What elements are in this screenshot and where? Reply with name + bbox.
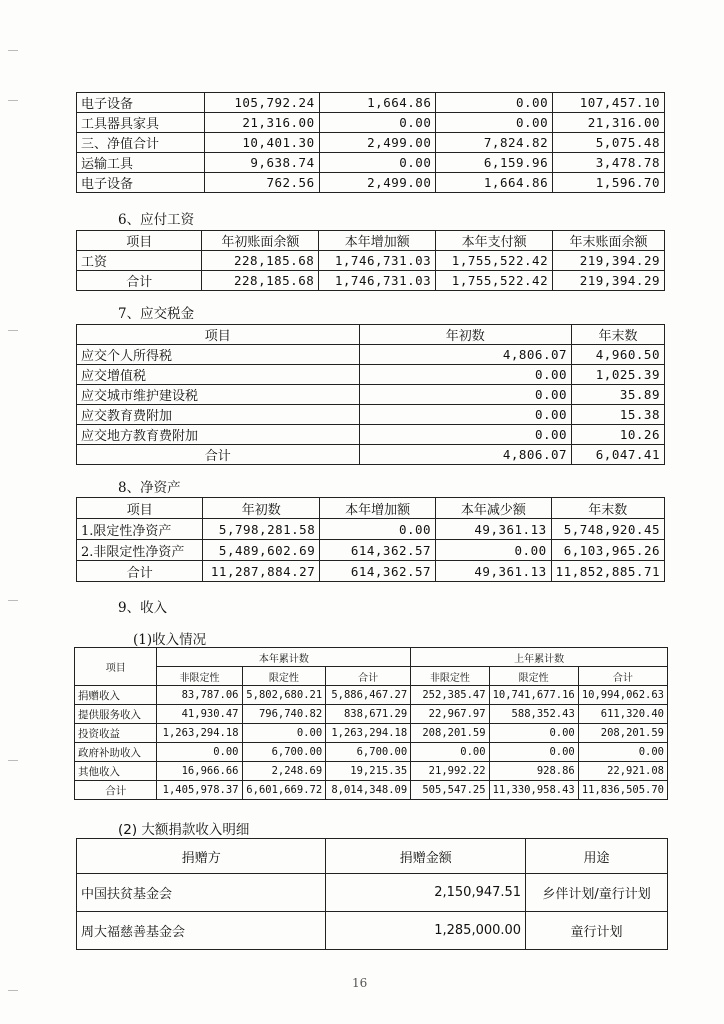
table-row (77, 365, 665, 385)
cell: 588,352.43 (489, 705, 578, 724)
table-row (77, 133, 665, 153)
cell: 3,478.78 (553, 153, 665, 173)
cell: 2,248.69 (242, 762, 326, 781)
table-row (77, 93, 665, 113)
income-table (74, 647, 668, 800)
row-label: 提供服务收入 (75, 705, 157, 724)
cell: 4,960.50 (572, 345, 665, 365)
cell: 1,596.70 (553, 173, 665, 193)
column-header: 用途 (526, 839, 668, 874)
cell: 5,075.48 (553, 133, 665, 153)
table-row (77, 405, 665, 425)
column-header: 年末数 (572, 325, 665, 345)
cell: 1,263,294.18 (157, 724, 242, 743)
row-label: 应交地方教育费附加 (77, 425, 360, 445)
cell: 219,394.29 (553, 251, 665, 271)
row-label: 运输工具 (77, 153, 205, 173)
cell: 5,748,920.45 (551, 519, 664, 540)
row-label: 合计 (77, 445, 360, 465)
row-label: 政府补助收入 (75, 743, 157, 762)
table-row (77, 385, 665, 405)
cell: 0.00 (359, 365, 572, 385)
cell: 1,746,731.03 (319, 251, 436, 271)
donation-purpose: 乡伴计划/童行计划 (526, 874, 668, 912)
subsection-title-major-donations: (2) 大额捐款收入明细 (118, 822, 250, 838)
cell: 2,499.00 (319, 133, 436, 153)
cell: 219,394.29 (553, 271, 665, 291)
table-header-row (75, 648, 668, 667)
table-row (75, 705, 668, 724)
scan-mark (8, 990, 18, 991)
cell: 6,700.00 (242, 743, 326, 762)
donation-amount: 2,150,947.51 (326, 874, 526, 912)
cell: 105,792.24 (204, 93, 319, 113)
scan-mark (8, 760, 18, 761)
table-row (75, 762, 668, 781)
wages-payable-table (76, 230, 665, 291)
row-label: 投资收益 (75, 724, 157, 743)
cell: 10,401.30 (204, 133, 319, 153)
column-header: 本年累计数 (157, 648, 411, 667)
table-row (77, 271, 665, 291)
cell: 228,185.68 (202, 251, 319, 271)
cell: 0.00 (436, 93, 553, 113)
table-row (77, 519, 665, 540)
fixed-assets-table (76, 92, 665, 193)
cell: 252,385.47 (411, 686, 489, 705)
cell: 1,755,522.42 (436, 251, 553, 271)
cell: 1,263,294.18 (326, 724, 411, 743)
column-header: 限定性 (489, 667, 578, 686)
cell: 505,547.25 (411, 781, 489, 800)
section-title-income: 9、收入 (118, 600, 168, 616)
scan-mark (8, 100, 18, 101)
table-header-row (75, 667, 668, 686)
cell: 228,185.68 (202, 271, 319, 291)
table-row (77, 912, 668, 950)
column-header: 本年减少额 (436, 498, 552, 519)
cell: 15.38 (572, 405, 665, 425)
donation-purpose: 童行计划 (526, 912, 668, 950)
cell: 5,798,281.58 (203, 519, 320, 540)
subsection-title-income-status: (1)收入情况 (133, 632, 207, 648)
cell: 4,806.07 (359, 445, 572, 465)
cell: 6,601,669.72 (242, 781, 326, 800)
cell: 0.00 (359, 425, 572, 445)
cell: 0.00 (242, 724, 326, 743)
cell: 0.00 (578, 743, 667, 762)
taxes-payable-table (76, 324, 665, 465)
scan-mark (8, 330, 18, 331)
row-label: 应交个人所得税 (77, 345, 360, 365)
cell: 0.00 (319, 153, 436, 173)
table-header-row (77, 325, 665, 345)
cell: 928.86 (489, 762, 578, 781)
column-header: 年初账面余额 (202, 231, 319, 251)
section-title-wages: 6、应付工资 (118, 212, 195, 228)
table-row (77, 113, 665, 133)
cell: 1,746,731.03 (319, 271, 436, 291)
cell: 5,802,680.21 (242, 686, 326, 705)
cell: 0.00 (157, 743, 242, 762)
row-label: 工具器具家具 (77, 113, 205, 133)
section-title-taxes: 7、应交税金 (118, 306, 195, 322)
table-row (77, 445, 665, 465)
cell: 0.00 (359, 405, 572, 425)
cell: 796,740.82 (242, 705, 326, 724)
cell: 21,992.22 (411, 762, 489, 781)
column-header: 上年累计数 (411, 648, 668, 667)
net-assets-table (76, 497, 665, 582)
cell: 0.00 (320, 519, 436, 540)
donor-name: 中国扶贫基金会 (77, 874, 326, 912)
row-label: 合计 (77, 561, 203, 582)
cell: 5,489,602.69 (203, 540, 320, 561)
cell: 83,787.06 (157, 686, 242, 705)
cell: 208,201.59 (578, 724, 667, 743)
row-label: 三、净值合计 (77, 133, 205, 153)
cell: 838,671.29 (326, 705, 411, 724)
cell: 0.00 (319, 113, 436, 133)
cell: 611,320.40 (578, 705, 667, 724)
row-label: 应交教育费附加 (77, 405, 360, 425)
cell: 8,014,348.09 (326, 781, 411, 800)
cell: 1,025.39 (572, 365, 665, 385)
cell: 0.00 (359, 385, 572, 405)
table-row (77, 540, 665, 561)
cell: 4,806.07 (359, 345, 572, 365)
cell: 7,824.82 (436, 133, 553, 153)
cell: 9,638.74 (204, 153, 319, 173)
scan-mark (8, 600, 18, 601)
column-header: 限定性 (242, 667, 326, 686)
cell: 1,664.86 (319, 93, 436, 113)
donor-name: 周大福慈善基金会 (77, 912, 326, 950)
scan-mark (8, 50, 18, 51)
column-header: 项目 (77, 231, 202, 251)
table-row (75, 724, 668, 743)
cell: 0.00 (436, 113, 553, 133)
cell: 21,316.00 (553, 113, 665, 133)
row-label: 工资 (77, 251, 202, 271)
table-header-row (77, 498, 665, 519)
donation-amount: 1,285,000.00 (326, 912, 526, 950)
cell: 0.00 (411, 743, 489, 762)
table-header-row (77, 231, 665, 251)
row-label: 其他收入 (75, 762, 157, 781)
column-header: 项目 (75, 648, 157, 686)
section-title-net-assets: 8、净资产 (118, 480, 181, 496)
row-label: 合计 (77, 271, 202, 291)
table-row (75, 781, 668, 800)
table-row (75, 686, 668, 705)
column-header: 年初数 (203, 498, 320, 519)
cell: 49,361.13 (436, 519, 552, 540)
cell: 19,215.35 (326, 762, 411, 781)
table-row (77, 153, 665, 173)
cell: 5,886,467.27 (326, 686, 411, 705)
cell: 0.00 (489, 724, 578, 743)
table-row (77, 345, 665, 365)
column-header: 捐赠金额 (326, 839, 526, 874)
table-row (77, 173, 665, 193)
column-header: 年末账面余额 (553, 231, 665, 251)
column-header: 非限定性 (157, 667, 242, 686)
cell: 208,201.59 (411, 724, 489, 743)
column-header: 合计 (326, 667, 411, 686)
row-label: 应交城市维护建设税 (77, 385, 360, 405)
page-number: 16 (352, 976, 368, 990)
column-header: 本年增加额 (320, 498, 436, 519)
table-row (77, 561, 665, 582)
cell: 22,921.08 (578, 762, 667, 781)
cell: 41,930.47 (157, 705, 242, 724)
column-header: 本年支付额 (436, 231, 553, 251)
column-header: 捐赠方 (77, 839, 326, 874)
cell: 11,852,885.71 (551, 561, 664, 582)
cell: 11,330,958.43 (489, 781, 578, 800)
row-label: 捐赠收入 (75, 686, 157, 705)
cell: 6,159.96 (436, 153, 553, 173)
cell: 16,966.66 (157, 762, 242, 781)
table-row (75, 743, 668, 762)
cell: 6,700.00 (326, 743, 411, 762)
column-header: 项目 (77, 325, 360, 345)
column-header: 项目 (77, 498, 203, 519)
cell: 11,836,505.70 (578, 781, 667, 800)
cell: 35.89 (572, 385, 665, 405)
column-header: 本年增加额 (319, 231, 436, 251)
cell: 762.56 (204, 173, 319, 193)
cell: 1,664.86 (436, 173, 553, 193)
table-row (77, 425, 665, 445)
column-header: 年末数 (551, 498, 664, 519)
cell: 1,405,978.37 (157, 781, 242, 800)
table-row (77, 251, 665, 271)
row-label: 电子设备 (77, 173, 205, 193)
cell: 21,316.00 (204, 113, 319, 133)
column-header: 年初数 (359, 325, 572, 345)
cell: 1,755,522.42 (436, 271, 553, 291)
cell: 6,047.41 (572, 445, 665, 465)
column-header: 非限定性 (411, 667, 489, 686)
row-label: 合计 (75, 781, 157, 800)
cell: 0.00 (489, 743, 578, 762)
cell: 22,967.97 (411, 705, 489, 724)
row-label: 1.限定性净资产 (77, 519, 203, 540)
cell: 614,362.57 (320, 540, 436, 561)
cell: 0.00 (436, 540, 552, 561)
row-label: 2.非限定性净资产 (77, 540, 203, 561)
row-label: 应交增值税 (77, 365, 360, 385)
cell: 49,361.13 (436, 561, 552, 582)
row-label: 电子设备 (77, 93, 205, 113)
table-header-row (77, 839, 668, 874)
column-header: 合计 (578, 667, 667, 686)
cell: 2,499.00 (319, 173, 436, 193)
cell: 614,362.57 (320, 561, 436, 582)
major-donations-table (76, 838, 668, 950)
cell: 10,994,062.63 (578, 686, 667, 705)
cell: 107,457.10 (553, 93, 665, 113)
cell: 11,287,884.27 (203, 561, 320, 582)
table-row (77, 874, 668, 912)
cell: 10.26 (572, 425, 665, 445)
cell: 6,103,965.26 (551, 540, 664, 561)
cell: 10,741,677.16 (489, 686, 578, 705)
